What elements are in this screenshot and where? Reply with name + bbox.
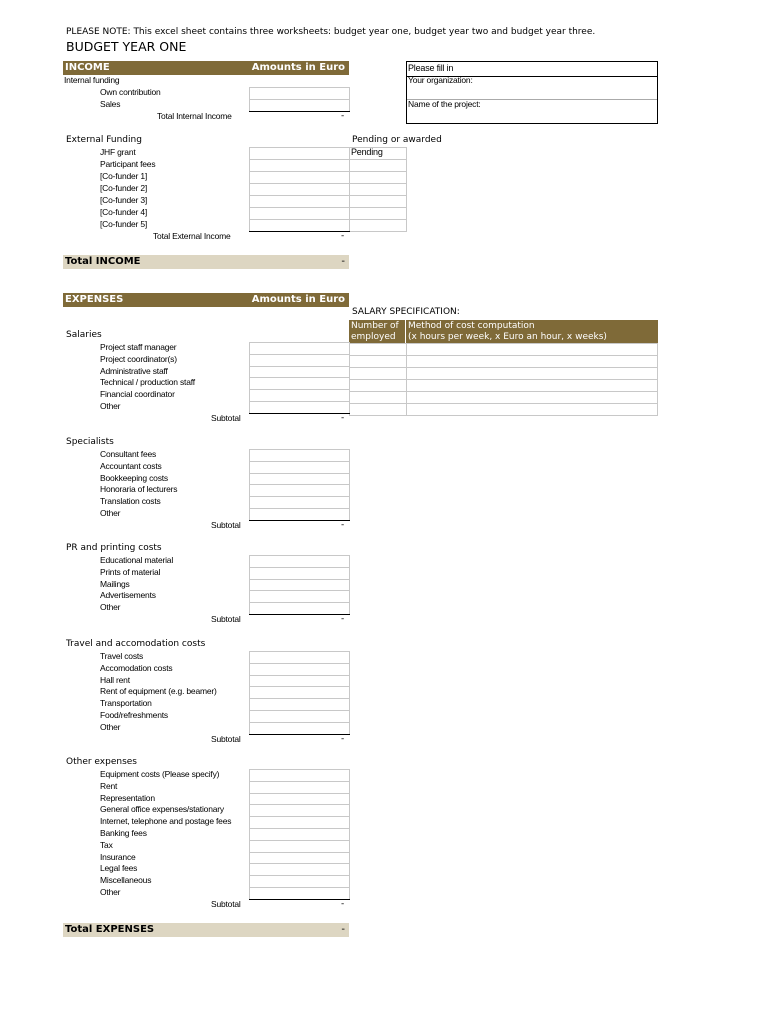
expense-item-label: Other (100, 887, 121, 897)
external-item-label: [Co-funder 3] (100, 195, 148, 205)
expense-item-label: Other (100, 602, 121, 613)
internal-total-label: Total Internal Income (157, 111, 232, 121)
pending-header: Pending or awarded (352, 135, 442, 145)
salary-spec-col1: Number of (351, 321, 399, 331)
expenses-amount-header: Amounts in Euro (251, 294, 345, 305)
expense-item-label: Educational material (100, 555, 174, 565)
sum-line (249, 413, 350, 414)
subtotal-label: Subtotal (211, 519, 241, 530)
status-input[interactable] (349, 219, 407, 232)
expense-item-label: Hall rent (100, 674, 130, 685)
expense-item-label: Prints of material (100, 566, 161, 577)
page-title: BUDGET YEAR ONE (66, 39, 187, 54)
expense-item-label: General office expenses/stationary (100, 804, 224, 815)
cost-method-input[interactable] (406, 403, 658, 416)
external-item-label: [Co-funder 5] (100, 219, 148, 229)
income-item-label: Own contribution (100, 87, 161, 97)
expense-item-label: Other (100, 401, 121, 411)
expense-item-label: Banking fees (100, 828, 147, 838)
sum-line (249, 734, 350, 735)
internal-funding-label: Internal funding (64, 75, 120, 85)
external-item-label: [Co-funder 1] (100, 171, 148, 181)
income-header-label: INCOME (65, 62, 110, 73)
total-expenses-label: Total EXPENSES (65, 924, 155, 935)
salary-spec-col2: (x hours per week, x Euro an hour, x weeks) (408, 332, 607, 342)
expense-item-label: Transportation (100, 698, 152, 709)
status-text: Pending (351, 147, 383, 157)
salary-spec-col1: employed (351, 332, 396, 342)
expense-item-label: Representation (100, 792, 155, 803)
salary-spec-header (349, 320, 658, 344)
subtotal-value: - (341, 614, 345, 624)
expense-item-label: Administrative staff (100, 365, 168, 376)
expense-item-label: Rent of equipment (e.g. beamer) (100, 686, 217, 697)
sum-line (249, 231, 350, 232)
expense-item-label: Translation costs (100, 496, 161, 507)
project-name-field[interactable]: Name of the project: (408, 99, 481, 109)
subtotal-value: - (341, 519, 345, 530)
subtotal-label: Subtotal (211, 614, 241, 624)
external-item-label: [Co-funder 2] (100, 183, 148, 193)
expense-item-label: Other (100, 508, 121, 518)
expense-group-label: PR and printing costs (66, 543, 162, 553)
sum-line (249, 111, 350, 112)
external-funding-label: External Funding (66, 135, 142, 145)
expense-item-label: Miscellaneous (100, 875, 152, 886)
expense-group-label: Salaries (66, 330, 102, 340)
expense-item-label: Consultant fees (100, 449, 157, 459)
external-item-label: Participant fees (100, 159, 156, 169)
total-expenses-row (63, 923, 349, 937)
subtotal-value: - (341, 412, 345, 423)
expense-item-label: Travel costs (100, 651, 144, 661)
expense-item-label: Insurance (100, 851, 136, 862)
internal-total-value: - (341, 111, 345, 121)
expense-item-label: Food/refreshments (100, 710, 168, 720)
salary-spec-col2: Method of cost computation (408, 321, 535, 331)
fill-in-box (406, 61, 658, 124)
subtotal-label: Subtotal (211, 898, 241, 909)
external-item-label: JHF grant (100, 147, 136, 157)
expense-group-label: Other expenses (66, 757, 137, 767)
salary-spec-col-divider (405, 320, 406, 344)
organization-field[interactable]: Your organization: (408, 75, 473, 85)
expense-item-label: Advertisements (100, 590, 156, 601)
external-item-label: [Co-funder 4] (100, 207, 148, 217)
expense-item-label: Accountant costs (100, 460, 162, 471)
employed-count-input[interactable] (349, 403, 407, 416)
expense-item-label: Financial coordinator (100, 389, 175, 400)
subtotal-label: Subtotal (211, 733, 241, 744)
total-income-row (63, 255, 349, 269)
subtotal-label: Subtotal (211, 412, 241, 423)
income-item-label: Sales (100, 99, 121, 109)
expenses-header-label: EXPENSES (65, 294, 124, 305)
expense-item-label: Project coordinator(s) (100, 353, 177, 364)
expense-item-label: Technical / production staff (100, 377, 195, 388)
expense-group-label: Specialists (66, 437, 114, 447)
subtotal-value: - (341, 733, 345, 744)
total-expenses-value: - (341, 924, 345, 935)
expense-item-label: Other (100, 721, 121, 732)
sum-line (249, 520, 350, 521)
expense-item-label: Tax (100, 839, 113, 850)
note-text: PLEASE NOTE: This excel sheet contains three worksheets: budget year one, budget year two and budget year three. (66, 27, 596, 37)
expenses-header (63, 293, 349, 307)
sum-line (249, 899, 350, 900)
expense-item-label: Internet, telephone and postage fees (100, 816, 232, 827)
total-income-label: Total INCOME (65, 256, 141, 267)
sum-line (249, 614, 350, 615)
expense-item-label: Equipment costs (Please specify) (100, 769, 220, 779)
expense-item-label: Project staff manager (100, 342, 177, 352)
subtotal-value: - (341, 898, 345, 909)
salary-spec-title: SALARY SPECIFICATION: (352, 307, 460, 317)
external-total-value: - (341, 231, 345, 241)
external-total-label: Total External Income (153, 231, 231, 241)
expense-item-label: Bookkeeping costs (100, 472, 168, 483)
expense-item-label: Honoraria of lecturers (100, 484, 178, 495)
expense-item-label: Rent (100, 780, 118, 791)
income-amount-header: Amounts in Euro (251, 62, 345, 73)
expense-group-label: Travel and accomodation costs (66, 639, 206, 649)
total-income-value: - (341, 256, 345, 267)
expense-item-label: Accomodation costs (100, 662, 173, 673)
expense-item-label: Legal fees (100, 863, 138, 874)
expense-item-label: Mailings (100, 578, 130, 589)
income-header (63, 61, 349, 75)
fill-in-header: Please fill in (408, 63, 454, 73)
